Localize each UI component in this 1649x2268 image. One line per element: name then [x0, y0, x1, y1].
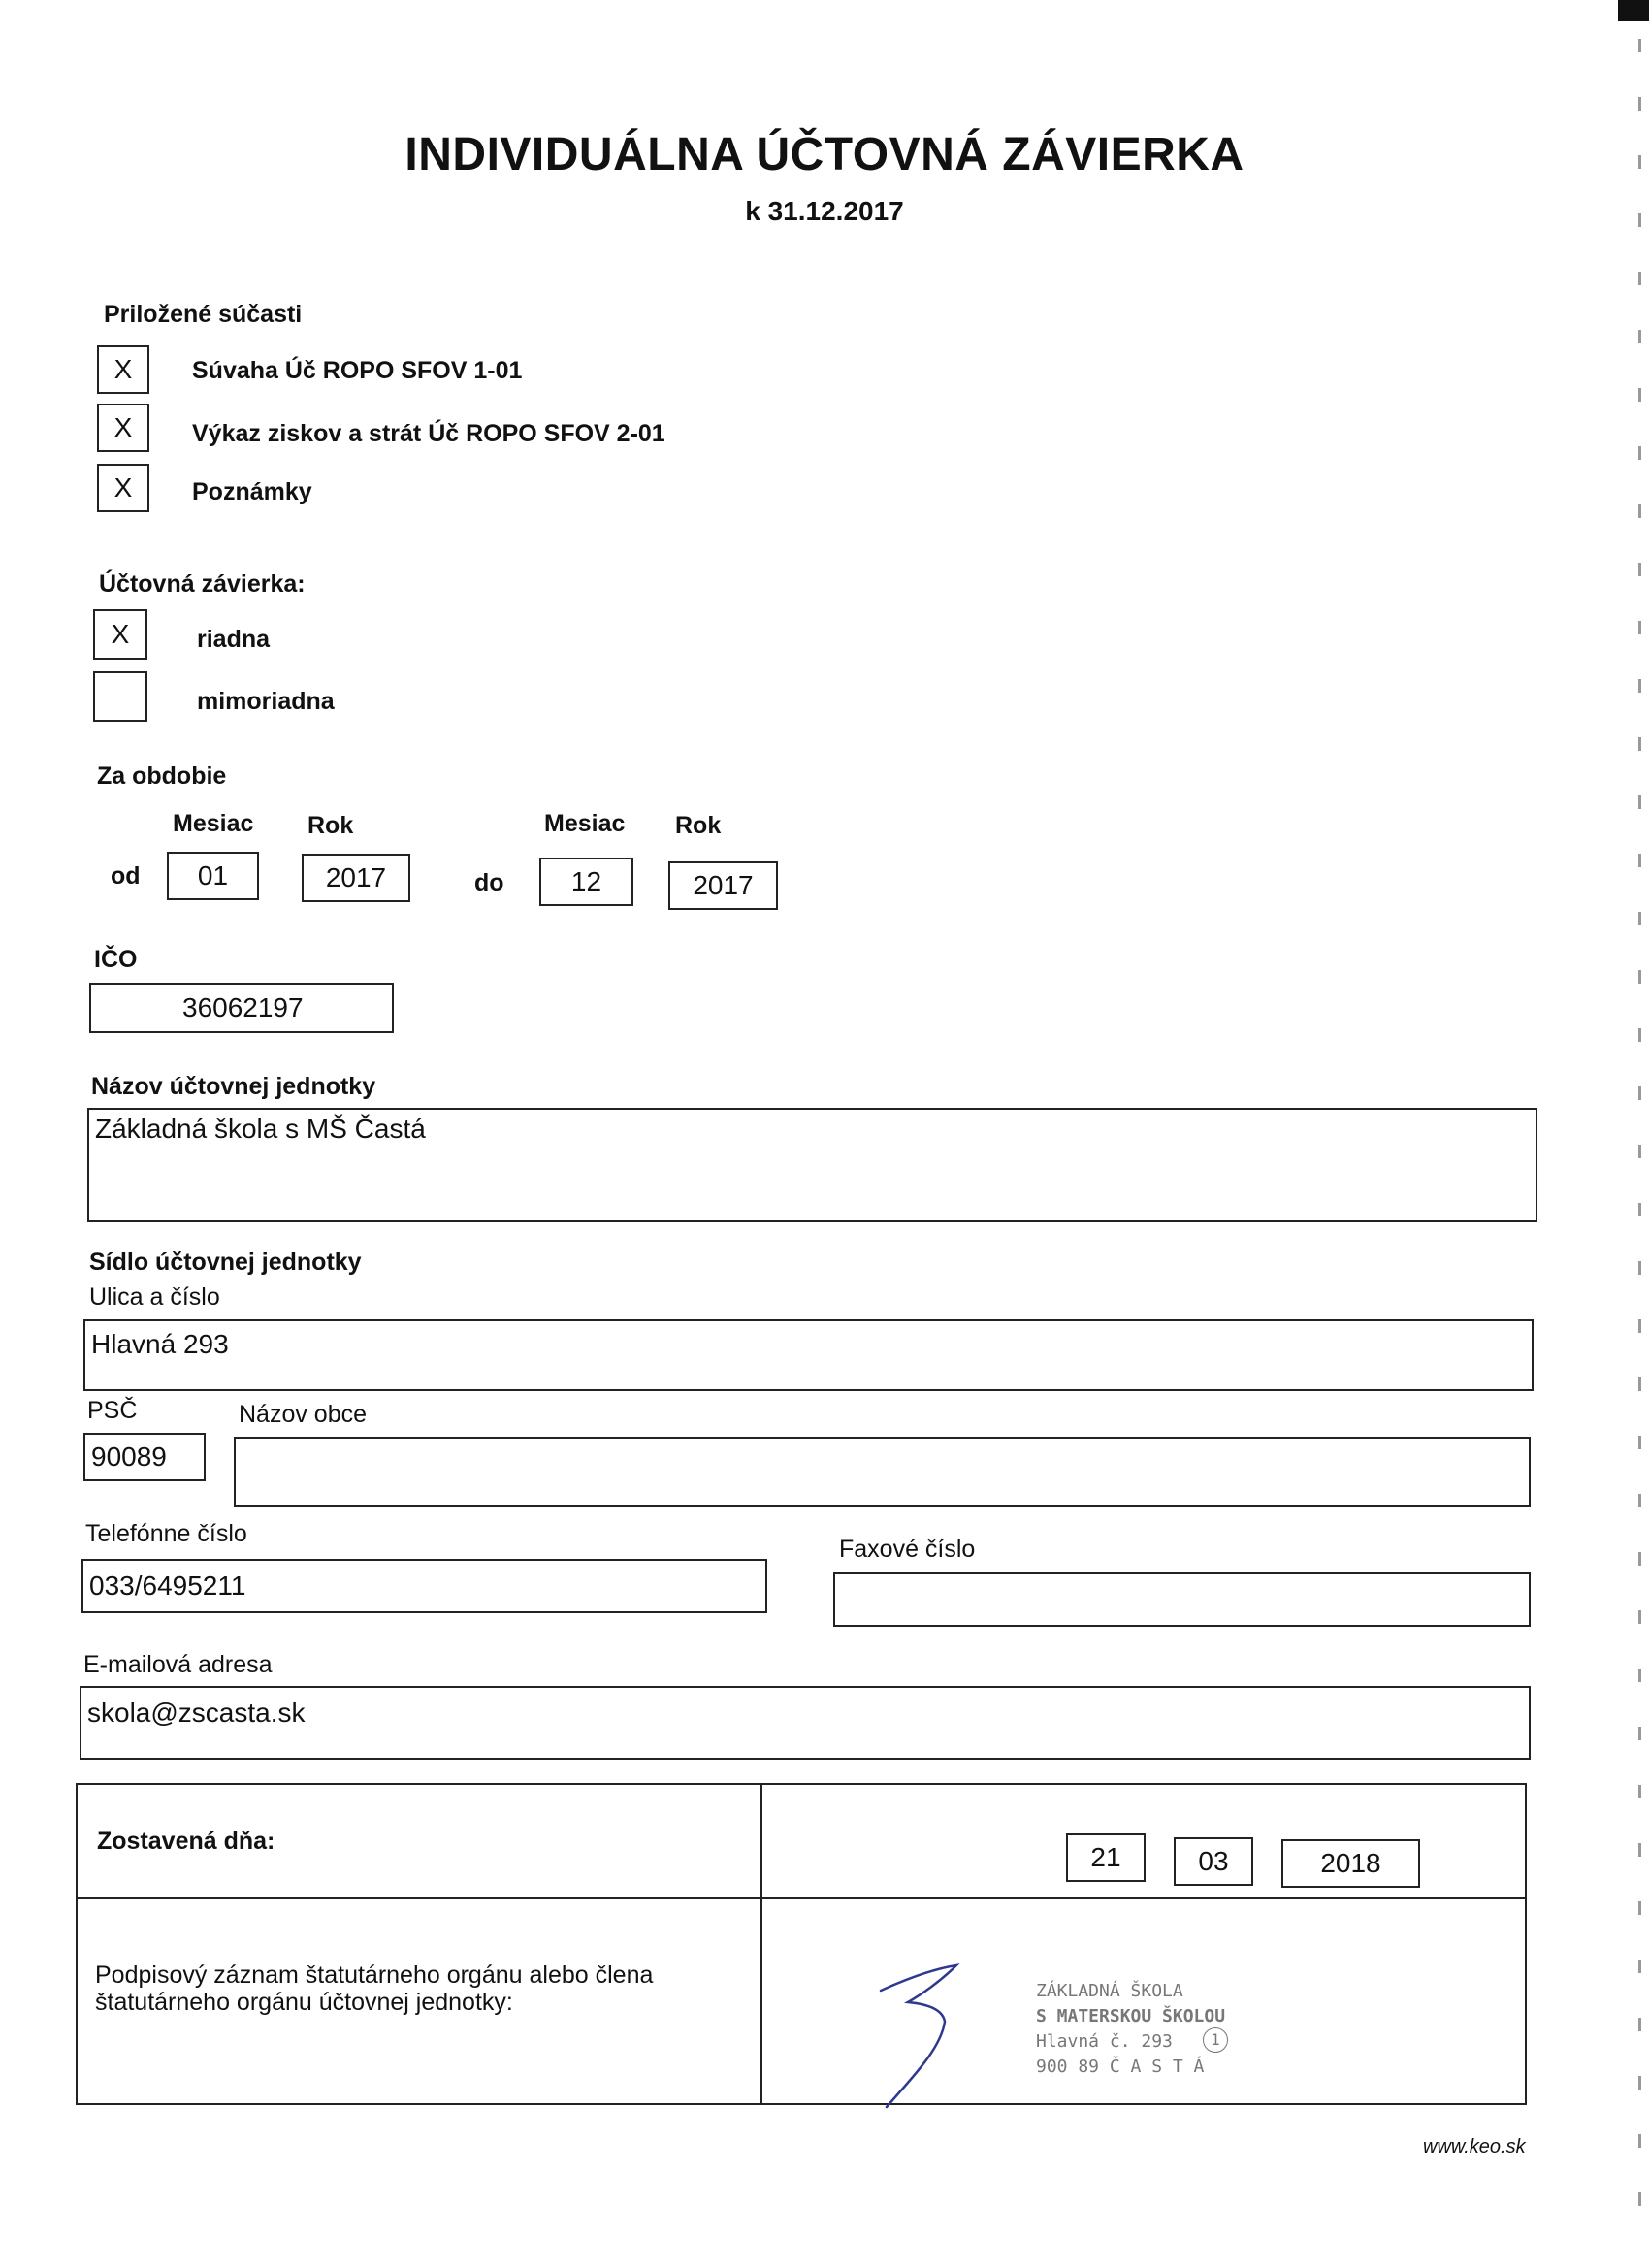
- school-stamp: [1036, 1979, 1225, 2080]
- period-from-year-label: Rok: [307, 812, 354, 839]
- city-field[interactable]: [234, 1437, 1531, 1507]
- scan-edge-dash: [1638, 621, 1641, 634]
- stamp-line-1: ZÁKLADNÁ ŠKOLA: [1036, 1981, 1183, 2001]
- scan-edge-dash: [1638, 970, 1641, 984]
- component-label-profit-loss: Výkaz ziskov a strát Úč ROPO SFOV 2-01: [192, 420, 665, 447]
- scan-edge-dash: [1638, 2018, 1641, 2031]
- stamp-number: 1: [1203, 2027, 1228, 2053]
- scan-edge-dash: [1638, 1669, 1641, 1682]
- ico-field[interactable]: 36062197: [89, 983, 394, 1033]
- scan-edge-dash: [1638, 563, 1641, 576]
- checkbox-profit-loss[interactable]: X: [97, 404, 149, 452]
- scan-edge-dash: [1638, 1843, 1641, 1857]
- scan-edge-dash: [1638, 1901, 1641, 1915]
- city-label: Názov obce: [239, 1401, 368, 1428]
- address-section-label: Sídlo účtovnej jednotky: [89, 1248, 362, 1276]
- scan-edge-dash: [1638, 854, 1641, 867]
- street-label: Ulica a číslo: [89, 1283, 220, 1311]
- scan-edge-dash: [1638, 1319, 1641, 1333]
- scan-edge-dash: [1638, 2134, 1641, 2148]
- period-from-month-label: Mesiac: [173, 810, 254, 837]
- compiled-month-field[interactable]: 03: [1174, 1837, 1253, 1886]
- email-field[interactable]: skola@zscasta.sk: [80, 1686, 1531, 1760]
- scan-edge-dash: [1638, 1960, 1641, 1973]
- entity-name-label: Názov účtovnej jednotky: [91, 1073, 376, 1100]
- handwritten-signature: [873, 1952, 980, 2117]
- zip-label: PSČ: [87, 1397, 138, 1424]
- scan-edge-dash: [1638, 39, 1641, 52]
- period-to-month-field[interactable]: 12: [539, 858, 633, 906]
- zip-field[interactable]: 90089: [83, 1433, 206, 1481]
- signature-label: Podpisový záznam štatutárneho orgánu alebo člena štatutárneho orgánu účtovnej jednotky:: [95, 1961, 654, 2016]
- signature-table-divider: [760, 1783, 762, 2105]
- ico-label: IČO: [94, 946, 138, 973]
- stamp-line-4: 900 89 Č A S T Á: [1036, 2057, 1205, 2077]
- signature-table-row-divider: [76, 1897, 1527, 1899]
- components-label: Priložené súčasti: [104, 301, 303, 328]
- scan-edge-dash: [1638, 1028, 1641, 1042]
- scan-edge-dash: [1638, 1552, 1641, 1566]
- street-field[interactable]: Hlavná 293: [83, 1319, 1534, 1391]
- scan-edge-dash: [1638, 1610, 1641, 1624]
- compiled-year-field[interactable]: 2018: [1281, 1839, 1420, 1888]
- scan-edge-dash: [1638, 1261, 1641, 1275]
- fax-field[interactable]: [833, 1572, 1531, 1627]
- period-from-label: od: [111, 862, 141, 890]
- scan-edge-dash: [1638, 912, 1641, 925]
- scan-edge-dash: [1638, 504, 1641, 518]
- stamp-line-2: S MATERSKOU ŠKOLOU: [1036, 2006, 1226, 2026]
- scan-edge-dash: [1638, 1785, 1641, 1798]
- scan-edge-dash: [1638, 272, 1641, 285]
- scan-edge-dash: [1638, 1145, 1641, 1158]
- period-to-month-label: Mesiac: [544, 810, 626, 837]
- entity-name-field[interactable]: Základná škola s MŠ Častá: [87, 1108, 1537, 1222]
- scan-edge-dash: [1638, 1436, 1641, 1449]
- footer-website: www.keo.sk: [1423, 2136, 1526, 2157]
- phone-label: Telefónne číslo: [85, 1520, 247, 1547]
- scan-edge-dash: [1638, 1494, 1641, 1507]
- component-label-notes: Poznámky: [192, 478, 312, 505]
- period-from-month-field[interactable]: 01: [167, 852, 259, 900]
- checkbox-balance-sheet[interactable]: X: [97, 345, 149, 394]
- checkbox-regular[interactable]: X: [93, 609, 147, 660]
- checkbox-notes[interactable]: X: [97, 464, 149, 512]
- scan-edge-dash: [1638, 446, 1641, 460]
- scan-edge-dash: [1638, 679, 1641, 693]
- closing-type-label: Účtovná závierka:: [99, 570, 306, 598]
- period-to-label: do: [474, 869, 504, 896]
- signature-table: [76, 1783, 1527, 2105]
- page-title: INDIVIDUÁLNA ÚČTOVNÁ ZÁVIERKA: [404, 129, 1245, 180]
- scan-edge-dash: [1638, 2076, 1641, 2090]
- compiled-label: Zostavená dňa:: [97, 1828, 275, 1855]
- scan-edge-dash: [1638, 97, 1641, 111]
- fax-label: Faxové číslo: [839, 1536, 976, 1563]
- page-subtitle: k 31.12.2017: [745, 196, 904, 226]
- period-to-year-label: Rok: [675, 812, 722, 839]
- component-label-balance-sheet: Súvaha Úč ROPO SFOV 1-01: [192, 357, 523, 384]
- period-label: Za obdobie: [97, 762, 227, 790]
- scan-edge-dash: [1638, 2192, 1641, 2206]
- stamp-line-3: Hlavná č. 293: [1036, 2031, 1173, 2052]
- option-label-extraordinary: mimoriadna: [197, 688, 335, 715]
- period-from-year-field[interactable]: 2017: [302, 854, 410, 902]
- scan-edge-dash: [1638, 1727, 1641, 1740]
- email-label: E-mailová adresa: [83, 1651, 273, 1678]
- option-label-regular: riadna: [197, 626, 271, 653]
- period-to-year-field[interactable]: 2017: [668, 861, 778, 910]
- scan-edge-dash: [1638, 330, 1641, 343]
- compiled-day-field[interactable]: 21: [1066, 1833, 1146, 1882]
- scan-edge-dash: [1638, 1203, 1641, 1216]
- scan-edge: [1618, 0, 1649, 2268]
- scan-edge-dash: [1638, 737, 1641, 751]
- scan-edge-dash: [1638, 1086, 1641, 1100]
- scan-edge-dash: [1638, 388, 1641, 402]
- scan-edge-dash: [1638, 795, 1641, 809]
- scan-edge-dash: [1638, 1377, 1641, 1391]
- checkbox-extraordinary[interactable]: [93, 671, 147, 722]
- phone-field[interactable]: 033/6495211: [81, 1559, 767, 1613]
